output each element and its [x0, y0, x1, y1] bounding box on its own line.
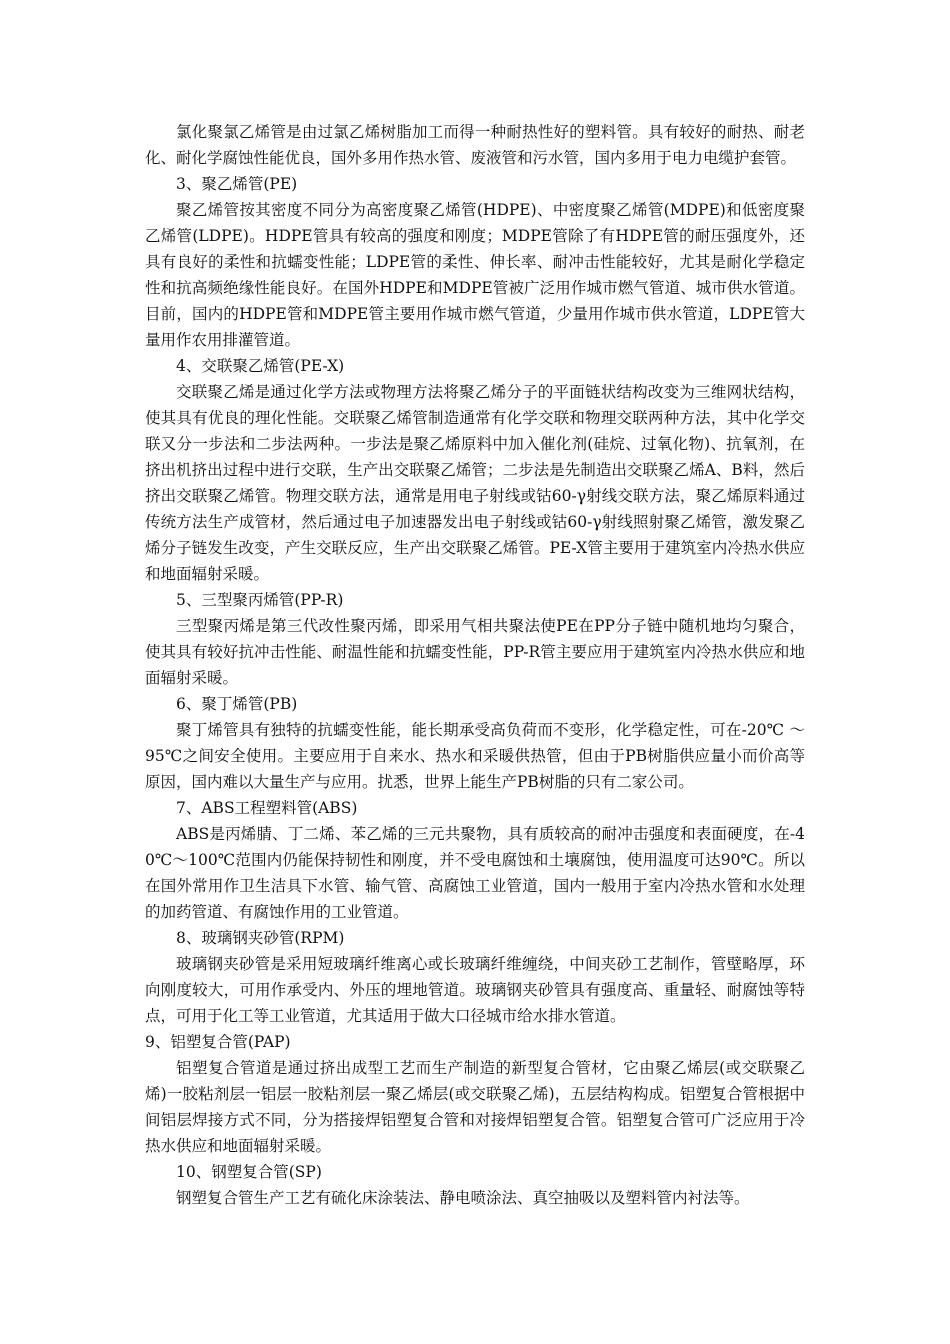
heading-pe-pipe: 3、聚乙烯管(PE) — [176, 175, 298, 193]
heading-pap-pipe: 9、铝塑复合管(PAP) — [145, 1033, 291, 1051]
heading-rpm-pipe: 8、玻璃钢夹砂管(RPM) — [176, 929, 345, 947]
paragraph-pap-pipe: 铝塑复合管道是通过挤出成型工艺而生产制造的新型复合管材，它由聚乙烯层(或交联聚乙烯)一胶粘剂层一铝层一胶粘剂层一聚乙烯层(或交联聚乙烯)，五层结构构成。铝塑复合管根据中间铝层焊接方式不同，分为搭接焊铝塑复合管和对接焊铝塑复合管。铝塑复合管可广泛应用于冷热水供应和地面辐射采暖。 — [145, 1059, 805, 1155]
heading-abs-pipe: 7、ABS工程塑料管(ABS) — [176, 799, 358, 817]
paragraph-abs-pipe: ABS是丙烯腈、丁二烯、苯乙烯的三元共聚物，具有质较高的耐冲击强度和表面硬度，在-40℃～100℃范围内仍能保持韧性和刚度，并不受电腐蚀和土壤腐蚀，使用温度可达90℃。所以在国外常用作卫生洁具下水管、输气管、高腐蚀工业管道，国内一般用于室内冷热水管和水处理的加药管道、有腐蚀作用的工业管道。 — [145, 825, 805, 921]
paragraph-ppr-pipe: 三型聚丙烯是第三代改性聚丙烯，即采用气相共聚法使PE在PP分子链中随机地均匀聚合，使其具有较好抗冲击性能、耐温性能和抗蠕变性能，PP-R管主要应用于建筑室内冷热水供应和地面辐射采暖。 — [145, 617, 805, 687]
document-page — [145, 119, 805, 1211]
heading-sp-pipe: 10、钢塑复合管(SP) — [176, 1163, 322, 1181]
paragraph-cpvc-pipe: 氯化聚氯乙烯管是由过氯乙烯树脂加工而得一种耐热性好的塑料管。具有较好的耐热、耐老化、耐化学腐蚀性能优良，国外多用作热水管、废液管和污水管，国内多用于电力电缆护套管。 — [145, 123, 805, 167]
paragraph-sp-pipe: 钢塑复合管生产工艺有硫化床涂装法、静电喷涂法、真空抽吸以及塑料管内衬法等。 — [176, 1189, 750, 1207]
heading-pex-pipe: 4、交联聚乙烯管(PE-X) — [176, 357, 345, 375]
paragraph-pe-pipe: 聚乙烯管按其密度不同分为高密度聚乙烯管(HDPE)、中密度聚乙烯管(MDPE)和低密度聚乙烯管(LDPE)。HDPE管具有较高的强度和刚度；MDPE管除了有HDPE管的耐压强度外，还具有良好的柔性和抗蠕变性能；LDPE管的柔性、伸长率、耐冲击性能较好，尤其是耐化学稳定性和抗高频绝缘性能良好。在国外HDPE和MDPE管被广泛用作城市燃气管道、城市供水管道。目前，国内的HDPE管和MDPE管主要用作城市燃气管道，少量用作城市供水管道，LDPE管大量用作农用排灌管道。 — [145, 201, 805, 349]
paragraph-pb-pipe: 聚丁烯管具有独特的抗蠕变性能，能长期承受高负荷而不变形，化学稳定性，可在-20℃ ～95℃之间安全使用。主要应用于自来水、热水和采暖供热管，但由于PB树脂供应量小而价高等原因，国内难以大量生产与应用。扰悉，世界上能生产PB树脂的只有二家公司。 — [145, 721, 805, 791]
heading-pb-pipe: 6、聚丁烯管(PB) — [176, 695, 298, 713]
paragraph-pex-pipe: 交联聚乙烯是通过化学方法或物理方法将聚乙烯分子的平面链状结构改变为三维网状结构，使其具有优良的理化性能。交联聚乙烯管制造通常有化学交联和物理交联两种方法，其中化学交联又分一步法和二步法两种。一步法是聚乙烯原料中加入催化剂(硅烷、过氧化物)、抗氧剂，在挤出机挤出过程中进行交联，生产出交联聚乙烯管；二步法是先制造出交联聚乙烯A、B料，然后挤出交联聚乙烯管。物理交联方法，通常是用电子射线或钴60-γ射线交联方法，聚乙烯原料通过传统方法生产成管材，然后通过电子加速器发出电子射线或钴60-γ射线照射聚乙烯管，激发聚乙烯分子链发生改变，产生交联反应，生产出交联聚乙烯管。PE-X管主要用于建筑室内冷热水供应和地面辐射采暖。 — [145, 383, 805, 583]
heading-ppr-pipe: 5、三型聚丙烯管(PP-R) — [176, 591, 344, 609]
paragraph-rpm-pipe: 玻璃钢夹砂管是采用短玻璃纤维离心或长玻璃纤维缠绕，中间夹砂工艺制作，管壁略厚，环向刚度较大，可用作承受内、外压的埋地管道。玻璃钢夹砂管具有强度高、重量轻、耐腐蚀等特点，可用于化工等工业管道，尤其适用于做大口径城市给水排水管道。 — [145, 955, 805, 1025]
